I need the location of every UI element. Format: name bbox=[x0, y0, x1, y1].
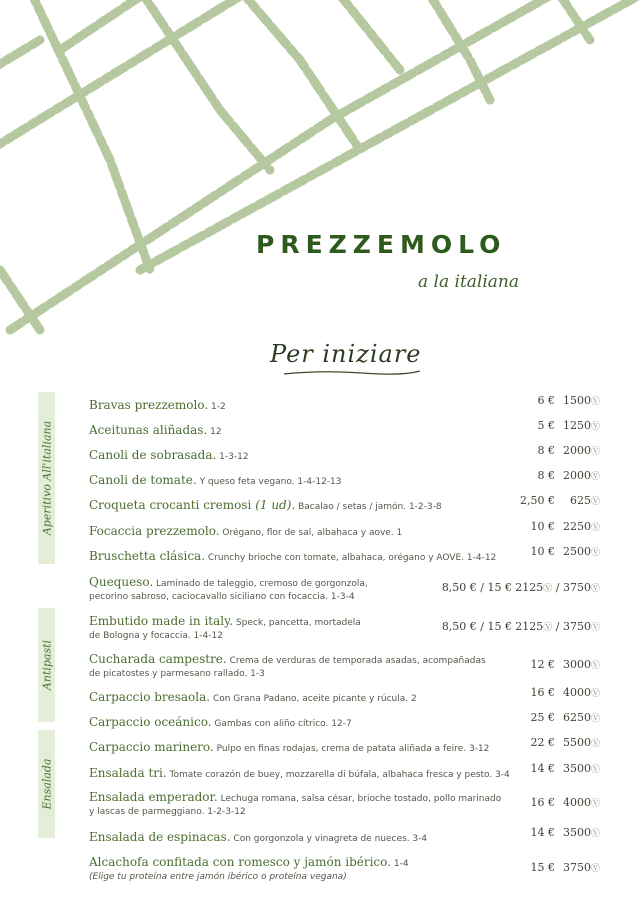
item-description: 1-3-12 bbox=[216, 452, 249, 462]
item-name: Carpaccio oceánico. bbox=[89, 715, 212, 729]
item-description: Con gorgonzola y vinagreta de nueces. 3-4 bbox=[230, 834, 428, 844]
item-points: 2000Ⓥ bbox=[562, 444, 600, 457]
item-price: 2,50 € bbox=[520, 494, 555, 507]
menu-item bbox=[89, 394, 600, 413]
item-description: Orégano, flor de sal, albahaca y aove. 1 bbox=[219, 528, 403, 538]
menu-item bbox=[89, 736, 600, 755]
item-points: 4000Ⓥ bbox=[562, 686, 600, 699]
category-ensalada: Ensalada bbox=[38, 730, 55, 838]
item-price: 22 € bbox=[530, 736, 555, 749]
item-price: 12 € bbox=[530, 658, 555, 671]
item-description: 12 bbox=[207, 427, 222, 437]
item-name: Focaccia prezzemolo. bbox=[89, 524, 220, 538]
menu-item bbox=[89, 520, 600, 539]
item-description: Crunchy brioche con tomate, albahaca, orégano y AOVE. 1-4-12 bbox=[205, 553, 497, 563]
menu-item bbox=[89, 711, 600, 730]
menu-item bbox=[89, 444, 600, 463]
menu-item bbox=[89, 571, 600, 602]
item-name: Carpaccio bresaola. bbox=[89, 690, 211, 704]
item-price: 8 € bbox=[537, 444, 555, 457]
item-points: 2125Ⓥ / 3750Ⓥ bbox=[515, 620, 600, 633]
item-description: 1-2 bbox=[208, 402, 226, 412]
item-description-2: (Elige tu proteína entre jamón ibérico o proteína vegana) bbox=[89, 872, 347, 882]
item-price: 16 € bbox=[530, 796, 555, 809]
item-description: Lechuga romana, salsa césar, brioche tostado, pollo marinado bbox=[217, 794, 502, 804]
item-price: 16 € bbox=[530, 686, 555, 699]
restaurant-tagline: a la italiana bbox=[418, 272, 520, 292]
item-name: Cucharada campestre. bbox=[89, 652, 227, 666]
item-price: 8 € bbox=[537, 469, 555, 482]
restaurant-name: PREZZEMOLO bbox=[256, 230, 507, 259]
item-points: 2125Ⓥ / 3750Ⓥ bbox=[515, 581, 600, 594]
item-description: Crema de verduras de temporada asadas, acompañadas bbox=[226, 656, 486, 666]
menu-item bbox=[89, 419, 600, 438]
item-price: 14 € bbox=[530, 762, 555, 775]
menu-item bbox=[89, 545, 600, 564]
item-name: Croqueta crocanti cremosi bbox=[89, 498, 252, 512]
item-name: Ensalada de espinacas. bbox=[89, 830, 231, 844]
item-name: Canoli de sobrasada. bbox=[89, 448, 217, 462]
item-points: 625Ⓥ bbox=[569, 494, 600, 507]
item-price: 10 € bbox=[530, 520, 555, 533]
item-description-2: de Bologna y focaccia. 1-4-12 bbox=[89, 631, 223, 641]
item-name: Alcachofa confitada con romesco y jamón ibérico. bbox=[89, 855, 391, 869]
item-price: 8,50 € / 15 € bbox=[441, 620, 512, 633]
item-description: Gambas con aliño cítrico. 12-7 bbox=[211, 719, 352, 729]
decorative-lattice bbox=[0, 0, 640, 360]
item-name: Embutido made in italy. bbox=[89, 614, 234, 628]
menu-item bbox=[89, 494, 600, 513]
menu-item bbox=[89, 610, 600, 641]
item-points: 2250Ⓥ bbox=[562, 520, 600, 533]
item-points: 2500Ⓥ bbox=[562, 545, 600, 558]
item-name: Bruschetta clásica. bbox=[89, 549, 206, 563]
item-name-note: (1 ud). bbox=[251, 498, 296, 512]
item-points: 4000Ⓥ bbox=[562, 796, 600, 809]
menu-item bbox=[89, 851, 600, 882]
item-description: Pulpo en finas rodajas, crema de patata aliñada a feire. 3-12 bbox=[213, 744, 490, 754]
menu-item bbox=[89, 826, 600, 845]
item-price: 6 € bbox=[537, 394, 555, 407]
item-description-2: pecorino sabroso, caciocavallo siciliano con focaccia. 1-3-4 bbox=[89, 592, 355, 602]
item-name: Aceitunas aliñadas. bbox=[89, 423, 208, 437]
item-description: Y queso feta vegano. 1-4-12-13 bbox=[196, 477, 342, 487]
item-points: 6250Ⓥ bbox=[562, 711, 600, 724]
item-points: 2000Ⓥ bbox=[562, 469, 600, 482]
item-price: 14 € bbox=[530, 826, 555, 839]
item-price: 10 € bbox=[530, 545, 555, 558]
menu-item bbox=[89, 762, 600, 781]
item-points: 3000Ⓥ bbox=[562, 658, 600, 671]
item-points: 1500Ⓥ bbox=[562, 394, 600, 407]
item-description: Con Grana Padano, aceite picante y rúcula. 2 bbox=[210, 694, 417, 704]
item-name: Ensalada emperador. bbox=[89, 790, 218, 804]
item-description: Speck, pancetta, mortadela bbox=[233, 618, 361, 628]
item-price: 25 € bbox=[530, 711, 555, 724]
item-price: 8,50 € / 15 € bbox=[441, 581, 512, 594]
title-underline bbox=[282, 368, 422, 378]
section-title: Per iniziare bbox=[270, 340, 422, 368]
item-points: 3500Ⓥ bbox=[562, 826, 600, 839]
menu-item bbox=[89, 648, 600, 679]
item-name: Ensalada tri. bbox=[89, 766, 167, 780]
menu-item bbox=[89, 469, 600, 488]
item-points: 3500Ⓥ bbox=[562, 762, 600, 775]
item-price: 5 € bbox=[537, 419, 555, 432]
item-description: 1-4 bbox=[390, 859, 409, 869]
item-description: Bacalao / setas / jamón. 1-2-3-8 bbox=[295, 502, 442, 512]
item-points: 5500Ⓥ bbox=[562, 736, 600, 749]
item-price: 15 € bbox=[530, 861, 555, 874]
item-description-2: de picatostes y parmesano rallado. 1-3 bbox=[89, 669, 265, 679]
item-description: Tomate corazón de buey, mozzarella di búfala, albahaca fresca y pesto. 3-4 bbox=[166, 770, 510, 780]
category-aperitivo: Aperitivo All'italiana bbox=[38, 392, 55, 564]
menu-item bbox=[89, 786, 600, 817]
item-points: 1250Ⓥ bbox=[562, 419, 600, 432]
item-description-2: y lascas de parmeggiano. 1-2-3-12 bbox=[89, 807, 246, 817]
item-description: Laminado de taleggio, cremoso de gorgonzola, bbox=[153, 579, 368, 589]
menu-item bbox=[89, 686, 600, 705]
item-points: 3750Ⓥ bbox=[562, 861, 600, 874]
item-name: Carpaccio marinero. bbox=[89, 740, 214, 754]
item-name: Bravas prezzemolo. bbox=[89, 398, 209, 412]
item-name: Canoli de tomate. bbox=[89, 473, 197, 487]
item-name: Quequeso. bbox=[89, 575, 154, 589]
category-antipasti: Antipasti bbox=[38, 608, 55, 722]
